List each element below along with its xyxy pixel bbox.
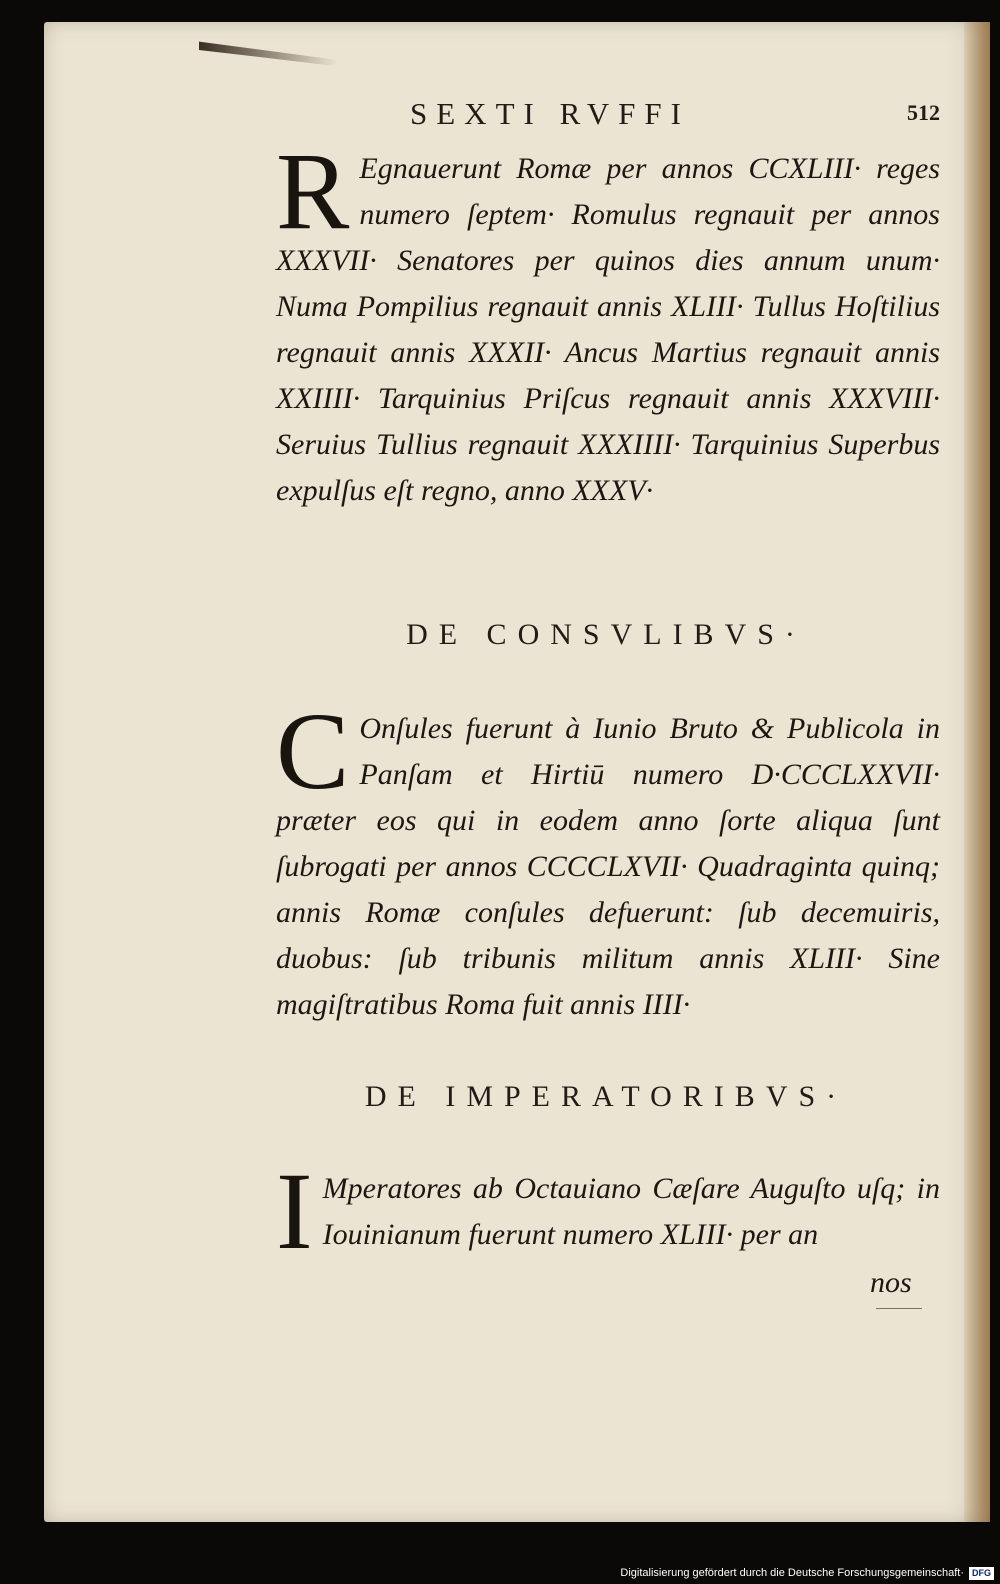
reges-text: Egnauerunt Romæ per annos CCXLIII· reges numero ſeptem· Romulus regnauit per annos XXXVII· Senatores per quinos dies annum unum· Numa Pompilius regnauit annis XLIII· Tullus Hoſtilius regnauit annis XXXII· Ancus Martius regnauit annis XXIIII· Tarquinius Priſcus regnauit annis XXXVIII· Seruius Tullius regnauit XXXIIII· Tarquinius Superbus expulſus eſt regno, anno XXXV· xyxy=(276,152,940,507)
page-number: 512 xyxy=(907,100,940,125)
imperatores-text: Mperatores ab Octauiano Cæſare Auguſto uſq; in Iouinianum fuerunt numero XLIII· per an xyxy=(322,1172,940,1251)
credit-text: Digitalisierung gefördert durch die Deutsche Forschungsgemeinschaft· xyxy=(620,1567,964,1579)
drop-cap-r: R xyxy=(276,130,350,252)
section-title-imperatores: DE IMPERATORIBVS· xyxy=(364,1080,848,1113)
page-header xyxy=(410,96,1000,140)
catchword-rule xyxy=(876,1308,922,1309)
imperatores-paragraph xyxy=(276,1150,940,1272)
section-title-consules: DE CONSVLIBVS· xyxy=(406,618,806,651)
dfg-logo: DFG xyxy=(969,1567,994,1580)
page-stain xyxy=(199,38,339,84)
reges-paragraph xyxy=(276,130,940,514)
consules-paragraph xyxy=(276,690,940,1028)
page-edge-shadow xyxy=(964,22,990,1522)
digitization-credit xyxy=(620,1564,994,1582)
drop-cap-c: C xyxy=(276,690,350,812)
drop-cap-i: I xyxy=(276,1150,313,1272)
catchword: nos xyxy=(870,1266,912,1299)
running-head: SEXTI RVFFI xyxy=(410,96,690,131)
consules-text: Onſules fuerunt à Iunio Bruto & Publicola in Panſam et Hirtiū numero D·CCCLXXVII· præter eos qui in eodem anno ſorte aliqua ſunt ſubrogati per annos CCCCLXVII· Quadraginta quinq; annis Romæ conſules defuerunt: ſub decemuiris, duobus: ſub tribunis militum annis XLIII· Sine magiſtratibus Roma fuit annis IIII· xyxy=(276,712,940,1021)
